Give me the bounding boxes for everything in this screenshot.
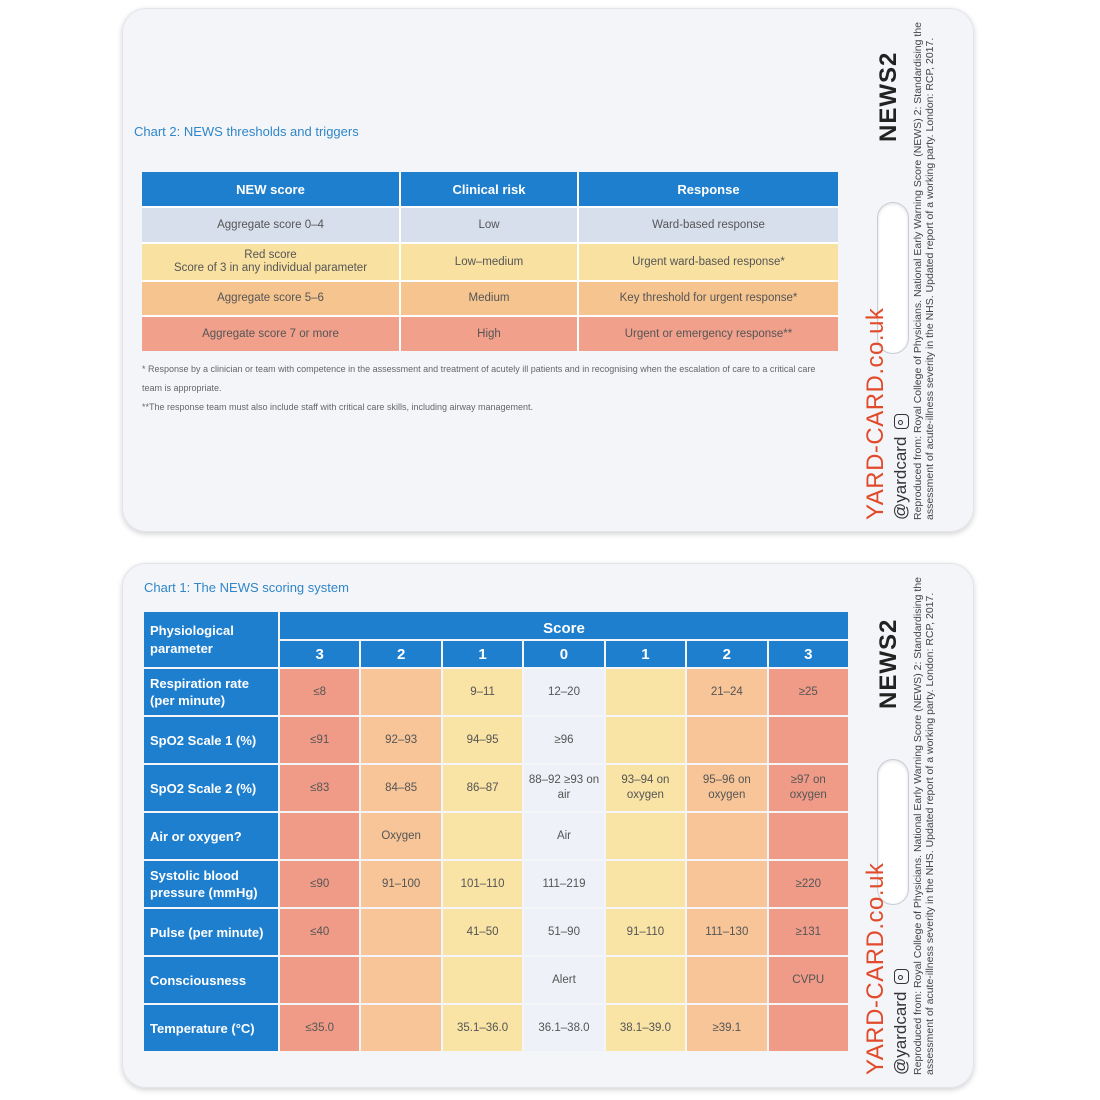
score-cell: 38.1–39.0 [606,1005,685,1051]
score-cell: 95–96 on oxygen [687,765,766,811]
score-col: 1 [606,641,685,667]
red-score-label: Red score [244,249,297,261]
scoring-row [144,909,848,955]
footnote-2: **The response team must also include staff with critical care skills, including airway management. [142,402,534,412]
thresholds-header-row [142,172,838,207]
score-cell: ≥96 [524,717,603,763]
reference-text: Reproduced from: Royal College of Physicians. National Early Warning Score (NEWS) 2: Standardising the assessment of acute-illness severity in the NHS. Updated report of a working party. London: RCP, 2017. [912,21,936,520]
score-title-row [144,612,848,639]
score-cell [443,813,522,859]
score-cell [606,957,685,1003]
parameter-label: SpO2 Scale 2 (%) [144,765,278,811]
scoring-row [144,813,848,859]
score-cell: 91–110 [606,909,685,955]
red-score-detail: Score of 3 in any individual parameter [173,262,368,274]
chart2-title: Chart 2: NEWS thresholds and triggers [134,124,359,139]
news2-label: NEWS2 [875,51,902,142]
score-cell: ≥39.1 [687,1005,766,1051]
brand-name: YARD-CARD.co.uk [862,307,889,520]
threshold-response: Urgent ward-based response* [578,243,838,281]
score-col: 3 [769,641,848,667]
handle-text: @yardcard [891,991,910,1075]
score-cell: 94–95 [443,717,522,763]
score-cell [606,669,685,715]
brand-handle [891,414,911,520]
score-cell: ≥220 [769,861,848,907]
score-cell: 101–110 [443,861,522,907]
score-cell [769,717,848,763]
brand-handle [891,969,911,1075]
score-cell [606,717,685,763]
scoring-row [144,669,848,715]
score-cell: 86–87 [443,765,522,811]
score-cell: Air [524,813,603,859]
score-cell [280,813,359,859]
score-cell [361,1005,440,1051]
news-scoring-table [142,610,850,1053]
score-cell [769,1005,848,1051]
threshold-score: Aggregate score 7 or more [142,316,400,351]
score-cell: 111–219 [524,861,603,907]
score-cell: Oxygen [361,813,440,859]
score-cell: ≤90 [280,861,359,907]
score-cell [443,957,522,1003]
threshold-row-medium [142,281,838,316]
threshold-response: Key threshold for urgent response* [578,281,838,316]
score-cell: 21–24 [687,669,766,715]
score-cell: 92–93 [361,717,440,763]
score-cell [687,813,766,859]
score-cell: 111–130 [687,909,766,955]
chart1-title: Chart 1: The NEWS scoring system [144,580,349,595]
score-cell: ≤40 [280,909,359,955]
score-cell [280,957,359,1003]
threshold-row-high [142,316,838,351]
score-cell: 91–100 [361,861,440,907]
scoring-row [144,1005,848,1051]
threshold-risk: High [400,316,578,351]
parameter-label: SpO2 Scale 1 (%) [144,717,278,763]
score-cell: ≤91 [280,717,359,763]
score-cell: Alert [524,957,603,1003]
threshold-response: Ward-based response [578,207,838,243]
score-col: 3 [280,641,359,667]
score-cell: ≤8 [280,669,359,715]
scoring-body [144,669,848,1051]
parameter-label: Pulse (per minute) [144,909,278,955]
scoring-card [122,563,974,1088]
score-col: 0 [524,641,603,667]
score-cell: 93–94 on oxygen [606,765,685,811]
score-cell: 12–20 [524,669,603,715]
score-col: 2 [687,641,766,667]
scoring-row [144,957,848,1003]
thresholds-table [142,172,838,351]
threshold-card [122,8,974,532]
threshold-row-low-medium [142,243,838,281]
score-cell [361,909,440,955]
header-new-score: NEW score [142,172,400,207]
score-cell: ≤83 [280,765,359,811]
score-cell [361,669,440,715]
threshold-risk: Medium [400,281,578,316]
score-cell: 84–85 [361,765,440,811]
score-cell: 88–92 ≥93 on air [524,765,603,811]
score-header: Score [280,612,848,639]
header-clinical-risk: Clinical risk [400,172,578,207]
threshold-risk: Low–medium [400,243,578,281]
instagram-icon [894,969,909,984]
param-header: Physiological parameter [144,612,278,667]
score-cell: 36.1–38.0 [524,1005,603,1051]
parameter-label: Air or oxygen? [144,813,278,859]
parameter-label: Systolic blood pressure (mmHg) [144,861,278,907]
news2-label: NEWS2 [875,618,902,709]
parameter-label: Consciousness [144,957,278,1003]
header-response: Response [578,172,838,207]
score-cell [606,861,685,907]
instagram-icon [894,414,909,429]
score-cell: 41–50 [443,909,522,955]
score-cell: 35.1–36.0 [443,1005,522,1051]
score-col: 1 [443,641,522,667]
parameter-label: Temperature (°C) [144,1005,278,1051]
threshold-score: Aggregate score 0–4 [142,207,400,243]
score-col: 2 [361,641,440,667]
score-cell [687,717,766,763]
scoring-row [144,717,848,763]
handle-text: @yardcard [891,436,910,520]
score-cell [687,861,766,907]
score-cell [687,957,766,1003]
score-cell: ≤35.0 [280,1005,359,1051]
score-cell: ≥131 [769,909,848,955]
threshold-row-low [142,207,838,243]
score-cell: 9–11 [443,669,522,715]
threshold-risk: Low [400,207,578,243]
parameter-label: Respiration rate (per minute) [144,669,278,715]
score-cell: 51–90 [524,909,603,955]
score-cell [606,813,685,859]
score-cell: ≥25 [769,669,848,715]
threshold-score [142,243,400,281]
score-cell [769,813,848,859]
scoring-row [144,765,848,811]
reference-text: Reproduced from: Royal College of Physicians. National Early Warning Score (NEWS) 2: Standardising the assessment of acute-illness severity in the NHS. Updated report of a working party. London: RCP, 2017. [912,576,936,1075]
score-cell [361,957,440,1003]
brand-name: YARD-CARD.co.uk [862,862,889,1075]
threshold-response: Urgent or emergency response** [578,316,838,351]
footnote-1: * Response by a clinician or team with competence in the assessment and treatment of acutely ill patients and in recognising when the escalation of care to a critical care team is appropriate. [142,364,816,393]
threshold-score: Aggregate score 5–6 [142,281,400,316]
score-cell: CVPU [769,957,848,1003]
scoring-row [144,861,848,907]
score-cell: ≥97 on oxygen [769,765,848,811]
